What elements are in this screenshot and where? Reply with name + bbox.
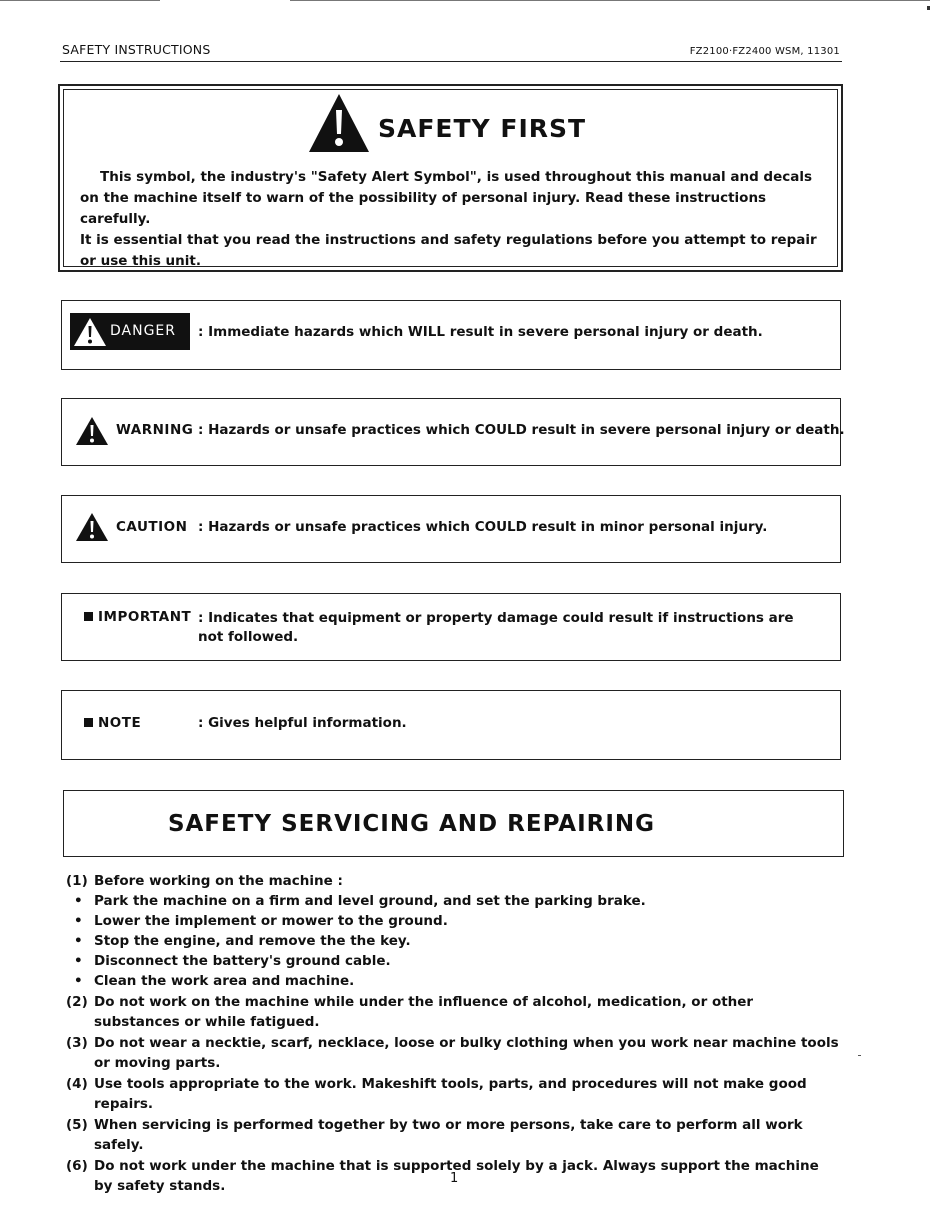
list-marker: (1) (66, 873, 88, 889)
warning-label: WARNING (116, 422, 194, 438)
list-item-text: Park the machine on a firm and level ground, and set the parking brake. (94, 893, 646, 909)
scan-edge-line (290, 0, 930, 1)
scan-edge-line (0, 0, 160, 1)
list-marker: (3) (66, 1035, 88, 1051)
list-item (66, 931, 841, 951)
caution-label: CAUTION (116, 519, 188, 535)
scan-speck (858, 1055, 861, 1056)
danger-label: DANGER (110, 323, 177, 339)
bullet-marker: • (74, 913, 83, 929)
list-item-text: Do not work under the machine that is supported solely by a jack. Always support the machine by safety stands. (94, 1158, 819, 1194)
section-header: SAFETY INSTRUCTIONS (62, 42, 211, 57)
note-label: NOTE (98, 715, 142, 731)
list-item (66, 871, 841, 891)
note-description: : Gives helpful information. (198, 715, 407, 731)
danger-description: : Immediate hazards which WILL result in severe personal injury or death. (198, 324, 763, 340)
safety-first-paragraph: It is essential that you read the instructions and safety regulations before you attempt to repair or use this unit. (80, 232, 817, 269)
list-marker: (4) (66, 1076, 88, 1092)
list-item (66, 971, 841, 991)
bullet-marker: • (74, 953, 83, 969)
document-reference: FZ2100·FZ2400 WSM, 11301 (689, 46, 840, 57)
list-item (66, 951, 841, 971)
page-number: 1 (450, 1171, 459, 1186)
list-item (66, 891, 841, 911)
list-item (66, 992, 841, 1032)
safety-first-title: SAFETY FIRST (378, 114, 587, 143)
danger-alert-icon (73, 317, 107, 347)
bullet-marker: • (74, 973, 83, 989)
caution-alert-icon (75, 512, 109, 542)
warning-alert-icon (75, 416, 109, 446)
list-item-text: Do not work on the machine while under the influence of alcohol, medication, or other substances or while fatigued. (94, 994, 754, 1030)
list-item-text: Stop the engine, and remove the the key. (94, 933, 411, 949)
safety-first-paragraph: This symbol, the industry's "Safety Alert Symbol", is used throughout this manual and decals on the machine itself to warn of the possibility of personal injury. Read these instructions carefully. (80, 169, 813, 227)
scan-speck (927, 6, 930, 10)
list-marker: (6) (66, 1158, 88, 1174)
square-bullet-icon (84, 612, 93, 621)
bullet-marker: • (74, 893, 83, 909)
instructions-list (66, 871, 841, 1196)
list-item-text: Clean the work area and machine. (94, 973, 355, 989)
note-box (61, 690, 841, 760)
list-marker: (5) (66, 1117, 88, 1133)
list-item-text: Do not wear a necktie, scarf, necklace, loose or bulky clothing when you work near machine tools or moving parts. (94, 1035, 839, 1071)
square-bullet-icon (84, 718, 93, 727)
caution-description: : Hazards or unsafe practices which COULD result in minor personal injury. (198, 519, 768, 535)
list-item-text: Before working on the machine : (94, 873, 343, 889)
bullet-marker: • (74, 933, 83, 949)
safety-alert-icon (307, 92, 371, 154)
list-item-text: Use tools appropriate to the work. Makeshift tools, parts, and procedures will not make good repairs. (94, 1076, 807, 1112)
list-item (66, 1115, 841, 1155)
safety-first-body (80, 167, 820, 272)
header-divider (60, 61, 842, 62)
section-title: SAFETY SERVICING AND REPAIRING (167, 811, 656, 837)
list-item-text: Disconnect the battery's ground cable. (94, 953, 391, 969)
section-heading-box (63, 790, 844, 857)
warning-description: : Hazards or unsafe practices which COULD result in severe personal injury or death. (198, 422, 845, 438)
list-item-text: When servicing is performed together by two or more persons, take care to perform all work safely. (94, 1117, 803, 1153)
list-item-text: Lower the implement or mower to the ground. (94, 913, 448, 929)
list-item (66, 911, 841, 931)
list-marker: (2) (66, 994, 88, 1010)
list-item (66, 1074, 841, 1114)
important-description: : Indicates that equipment or property damage could result if instructions are not followed. (198, 610, 794, 645)
list-item (66, 1033, 841, 1073)
important-label: IMPORTANT (98, 609, 192, 625)
danger-badge (70, 313, 190, 350)
